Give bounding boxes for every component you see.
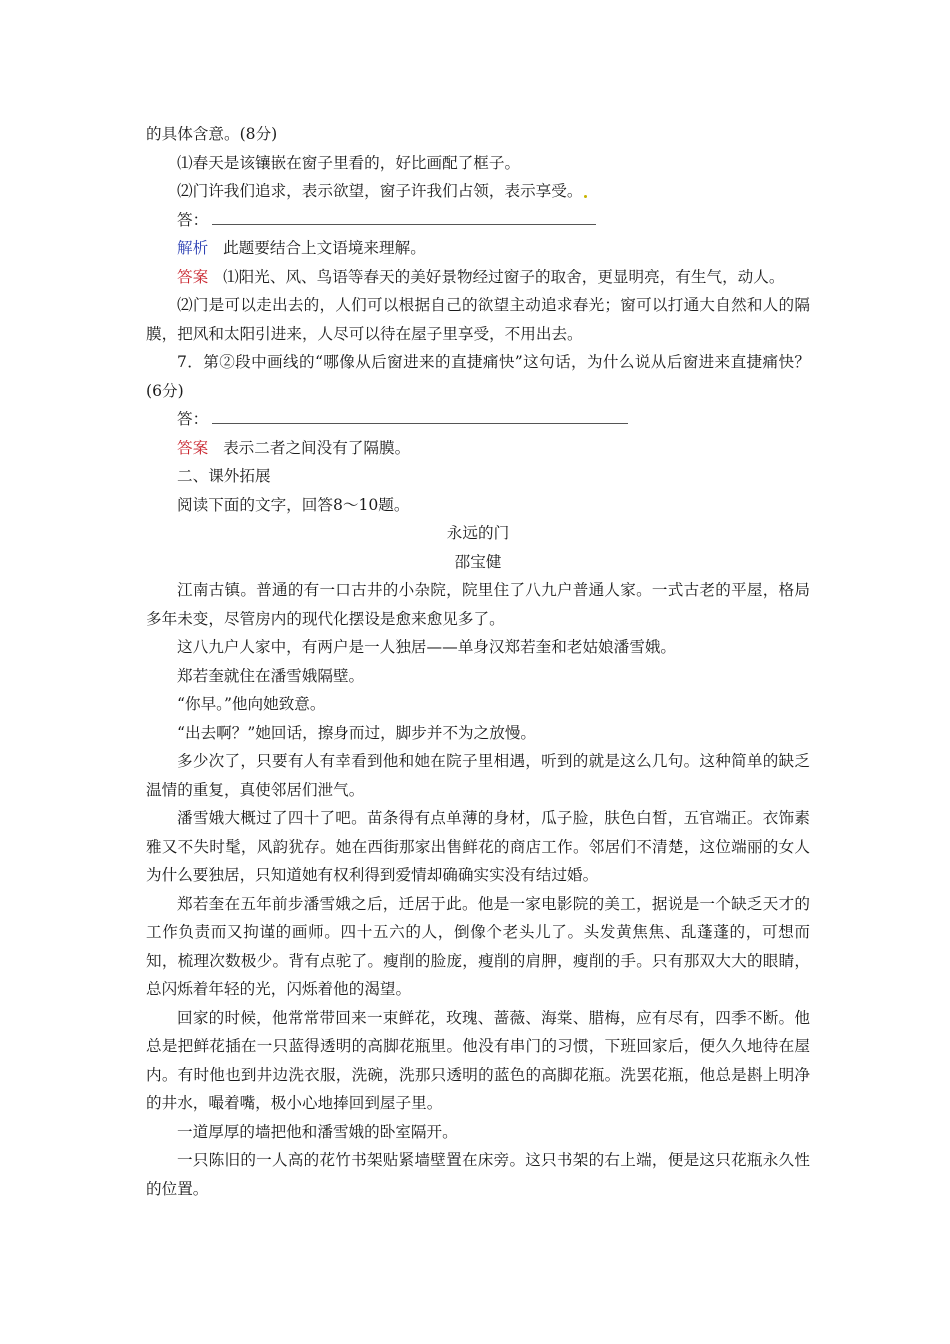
answer-tag: 答案 [177,267,209,286]
q7-question: 7．第②段中画线的“哪像从后窗进来的直捷痛快”这句话，为什么说从后窗进来直捷痛快？(6分) [146,353,810,400]
q6-question-tail: 的具体含意。(8分) [146,125,278,143]
analysis-tag: 解析 [177,239,209,257]
answer-underline [212,409,628,424]
article-paragraph: “你早。”他向她致意。 [177,695,326,713]
answer-prompt: 答： [177,410,209,428]
article-paragraph: “出去啊？”她回话，擦身而过，脚步并不为之放慢。 [177,723,537,742]
q7-answer-blank [146,405,810,434]
article-paragraph: 一只陈旧的一人高的花竹书架贴紧墙壁置在床旁。这只书架的右上端，便是这只花瓶永久性的位置。 [146,1151,810,1198]
q6-answer-2: ⑵门是可以走出去的，人们可以根据自己的欲望主动追求春光；窗可以打通大自然和人的隔膜，把风和太阳引进来，人尽可以待在屋子里享受，不用出去。 [146,296,810,343]
stray-dot-mark [584,195,587,198]
article-paragraph: 郑若奎就住在潘雪娥隔壁。 [177,666,365,685]
answer-tag: 答案 [177,438,209,457]
q6-answer-1 [146,263,810,292]
q6-analysis [146,234,810,263]
answer-prompt: 答： [177,210,209,229]
section-heading: 二、课外拓展 [177,467,271,485]
article-body [146,576,810,1203]
answer-underline [212,210,596,225]
q6-item-2: ⑵门许我们追求，表示欲望，窗子许我们占领，表示享受。 [146,177,810,206]
analysis-text: 此题要结合上文语境来理解。 [223,239,426,257]
answer-text: 表示二者之间没有了隔膜。 [223,438,411,457]
article-title: 永远的门 [446,524,510,542]
section-instruction: 阅读下面的文字，回答8～10题。 [177,495,410,514]
article-paragraph: 江南古镇。普通的有一口古井的小杂院，院里住了八九户普通人家。一式古老的平屋，格局多年未变，尽管房内的现代化摆设是愈来愈见多了。 [146,581,810,628]
article-paragraph: 潘雪娥大概过了四十了吧。苗条得有点单薄的身材，瓜子脸，肤色白皙，五官端正。衣饰素雅又不失时髦，风韵犹存。她在西街那家出售鲜花的商店工作。邻居们不清楚，这位端丽的女人为什么要独居，只知道她有权利得到爱情却确确实实没有结过婚。 [146,809,810,884]
article-paragraph: 回家的时候，他常常带回来一束鲜花，玫瑰、蔷薇、海棠、腊梅，应有尽有，四季不断。他总是把鲜花插在一只蓝得透明的高脚花瓶里。他没有串门的习惯，下班回家后，便久久地待在屋内。有时他也到井边洗衣服，洗碗，洗那只透明的蓝色的高脚花瓶。洗罢花瓶，他总是斟上明净的井水，嘬着嘴，极小心地捧回到屋子里。 [146,1008,810,1112]
answer-text-1: ⑴阳光、风、鸟语等春天的美好景物经过窗子的取舍，更显明亮，有生气，动人。 [223,267,785,286]
article-paragraph: 一道厚厚的墙把他和潘雪娥的卧室隔开。 [177,1122,458,1141]
article-paragraph: 郑若奎在五年前步潘雪娥之后，迁居于此。他是一家电影院的美工，据说是一个缺乏天才的工作负责而又拘谨的画师。四十五六的人，倒像个老头儿了。头发黄焦焦、乱蓬蓬的，可想而知，梳理次数极少。背有点驼了。瘦削的脸庞，瘦削的肩胛，瘦削的手。只有那双大大的眼睛，总闪烁着年轻的光，闪烁着他的渴望。 [146,894,810,998]
document-page [146,120,810,1203]
article-paragraph: 这八九户人家中，有两户是一人独居——单身汉郑若奎和老姑娘潘雪娥。 [177,638,677,656]
article-author: 邵宝健 [454,552,502,571]
q7-answer [146,434,810,463]
q6-item-1: ⑴春天是该镶嵌在窗子里看的，好比画配了框子。 [177,153,521,172]
q6-answer-blank [146,206,810,235]
article-paragraph: 多少次了，只要有人有幸看到他和她在院子里相遇，听到的就是这么几句。这种简单的缺乏温情的重复，真使邻居们泄气。 [146,752,810,799]
